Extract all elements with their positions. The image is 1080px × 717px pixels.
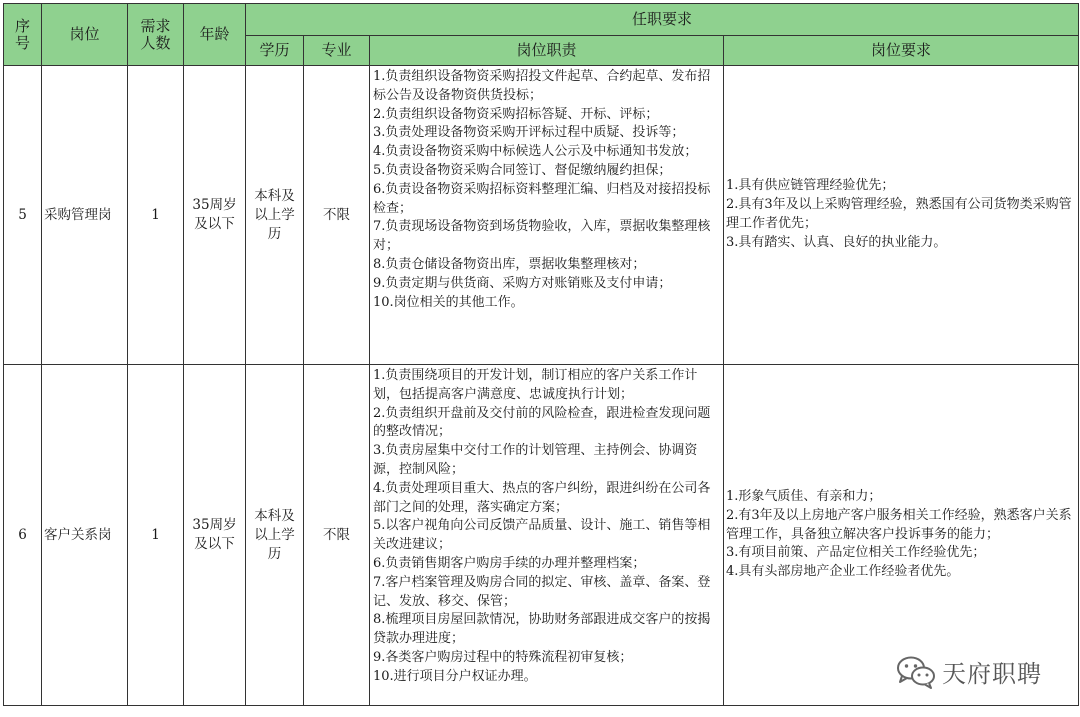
header-seq: 序 号 <box>4 4 42 66</box>
cell-age: 35周岁及以下 <box>184 66 246 365</box>
duty-item: 6.负责销售期客户购房手续的办理并整理档案； <box>373 555 646 571</box>
header-position: 岗位 <box>42 4 128 66</box>
duty-item: 3.负责房屋集中交付工作的计划管理、主持例会、协调资源，控制风险； <box>373 443 698 477</box>
requirement-item: 1.形象气质佳、有亲和力； <box>726 489 882 504</box>
cell-duties <box>370 66 724 365</box>
requirement-item: 3.有项目前策、产品定位相关工作经验优先； <box>726 545 986 561</box>
duty-item: 4.负责设备物资采购中标候选人公示及中标通知书发放； <box>373 144 698 160</box>
requirement-item: 2.具有3年及以上采购管理经验，熟悉国有公司货物类采购管理工作者优先； <box>726 197 1072 231</box>
duty-item: 1.负责围绕项目的开发计划，制订相应的客户关系工作计划，包括提高客户满意度、忠诚度执行计划； <box>373 368 698 402</box>
cell-headcount: 1 <box>128 66 184 365</box>
cell-age: 35周岁及以下 <box>184 365 246 706</box>
header-major: 专业 <box>304 36 370 66</box>
duty-item: 2.负责组织设备物资采购招标答疑、开标、评标； <box>373 106 659 122</box>
duty-item: 8.梳理项目房屋回款情况，协助财务部跟进成交客户的按揭贷款办理进度； <box>373 612 711 647</box>
cell-position: 采购管理岗 <box>42 66 128 365</box>
duty-item: 7.客户档案管理及购房合同的拟定、审核、盖章、备案、登记、发放、移交、保管； <box>373 574 711 609</box>
cell-seq: 5 <box>4 66 42 365</box>
duty-item: 10.进行项目分户权证办理。 <box>373 668 537 684</box>
table-row <box>4 66 1079 365</box>
watermark-text: 天府职聘 <box>942 660 1042 688</box>
watermark <box>896 654 1042 689</box>
cell-seq: 6 <box>4 365 42 706</box>
header-duties: 岗位职责 <box>370 36 724 66</box>
duty-item: 7.负责现场设备物资到场货物验收，入库，票据收集整理核对； <box>373 219 711 254</box>
cell-education: 本科及以上学历 <box>246 66 304 365</box>
cell-education: 本科及以上学历 <box>246 365 304 706</box>
duty-item: 9.各类客户购房过程中的特殊流程初审复核； <box>373 649 633 665</box>
cell-headcount: 1 <box>128 365 184 706</box>
header-headcount: 需求 人数 <box>128 4 184 66</box>
duty-item: 3.负责处理设备物资采购开评标过程中质疑、投诉等； <box>373 125 685 141</box>
duty-item: 6.负责设备物资采购招标资料整理汇编、归档及对接招投标检查； <box>373 181 711 216</box>
header-age: 年龄 <box>184 4 246 66</box>
cell-position: 客户关系岗 <box>42 365 128 706</box>
cell-major: 不限 <box>304 365 370 706</box>
requirement-item: 4.具有头部房地产企业工作经验者优先。 <box>726 564 960 580</box>
duty-item: 5.以客户视角向公司反馈产品质量、设计、施工、销售等相关改进建议； <box>373 518 711 553</box>
duty-item: 10.岗位相关的其他工作。 <box>373 294 524 310</box>
cell-major: 不限 <box>304 66 370 365</box>
wechat-icon <box>896 655 936 689</box>
requirement-item: 2.有3年及以上房地产客户服务相关工作经验，熟悉客户关系管理工作，具备独立解决客户投诉事务的能力； <box>726 507 1072 542</box>
duty-item: 8.负责仓储设备物资出库，票据收集整理核对； <box>373 256 646 272</box>
header-education: 学历 <box>246 36 304 66</box>
job-requirements-table <box>3 3 1079 706</box>
duty-item: 5.负责设备物资采购合同签订、督促缴纳履约担保； <box>373 162 672 178</box>
header-requirements-group: 任职要求 <box>246 4 1079 36</box>
header-row-1 <box>4 4 1079 36</box>
requirement-item: 3.具有踏实、认真、良好的执业能力。 <box>726 234 947 250</box>
duty-item: 2.负责组织开盘前及交付前的风险检查，跟进检查发现问题的整改情况； <box>373 405 711 440</box>
requirement-item: 1.具有供应链管理经验优先； <box>726 178 895 194</box>
cell-duties <box>370 365 724 706</box>
duty-item: 9.负责定期与供货商、采购方对账销账及支付申请； <box>373 275 672 291</box>
header-job-requirements: 岗位要求 <box>724 36 1079 66</box>
duty-item: 4.负责处理项目重大、热点的客户纠纷，跟进纠纷在公司各部门之间的处理，落实确定方案； <box>373 480 711 515</box>
duty-item: 1.负责组织设备物资采购招投文件起草、合约起草、发布招标公告及设备物资供货投标； <box>373 69 711 103</box>
cell-requirements <box>724 66 1079 365</box>
